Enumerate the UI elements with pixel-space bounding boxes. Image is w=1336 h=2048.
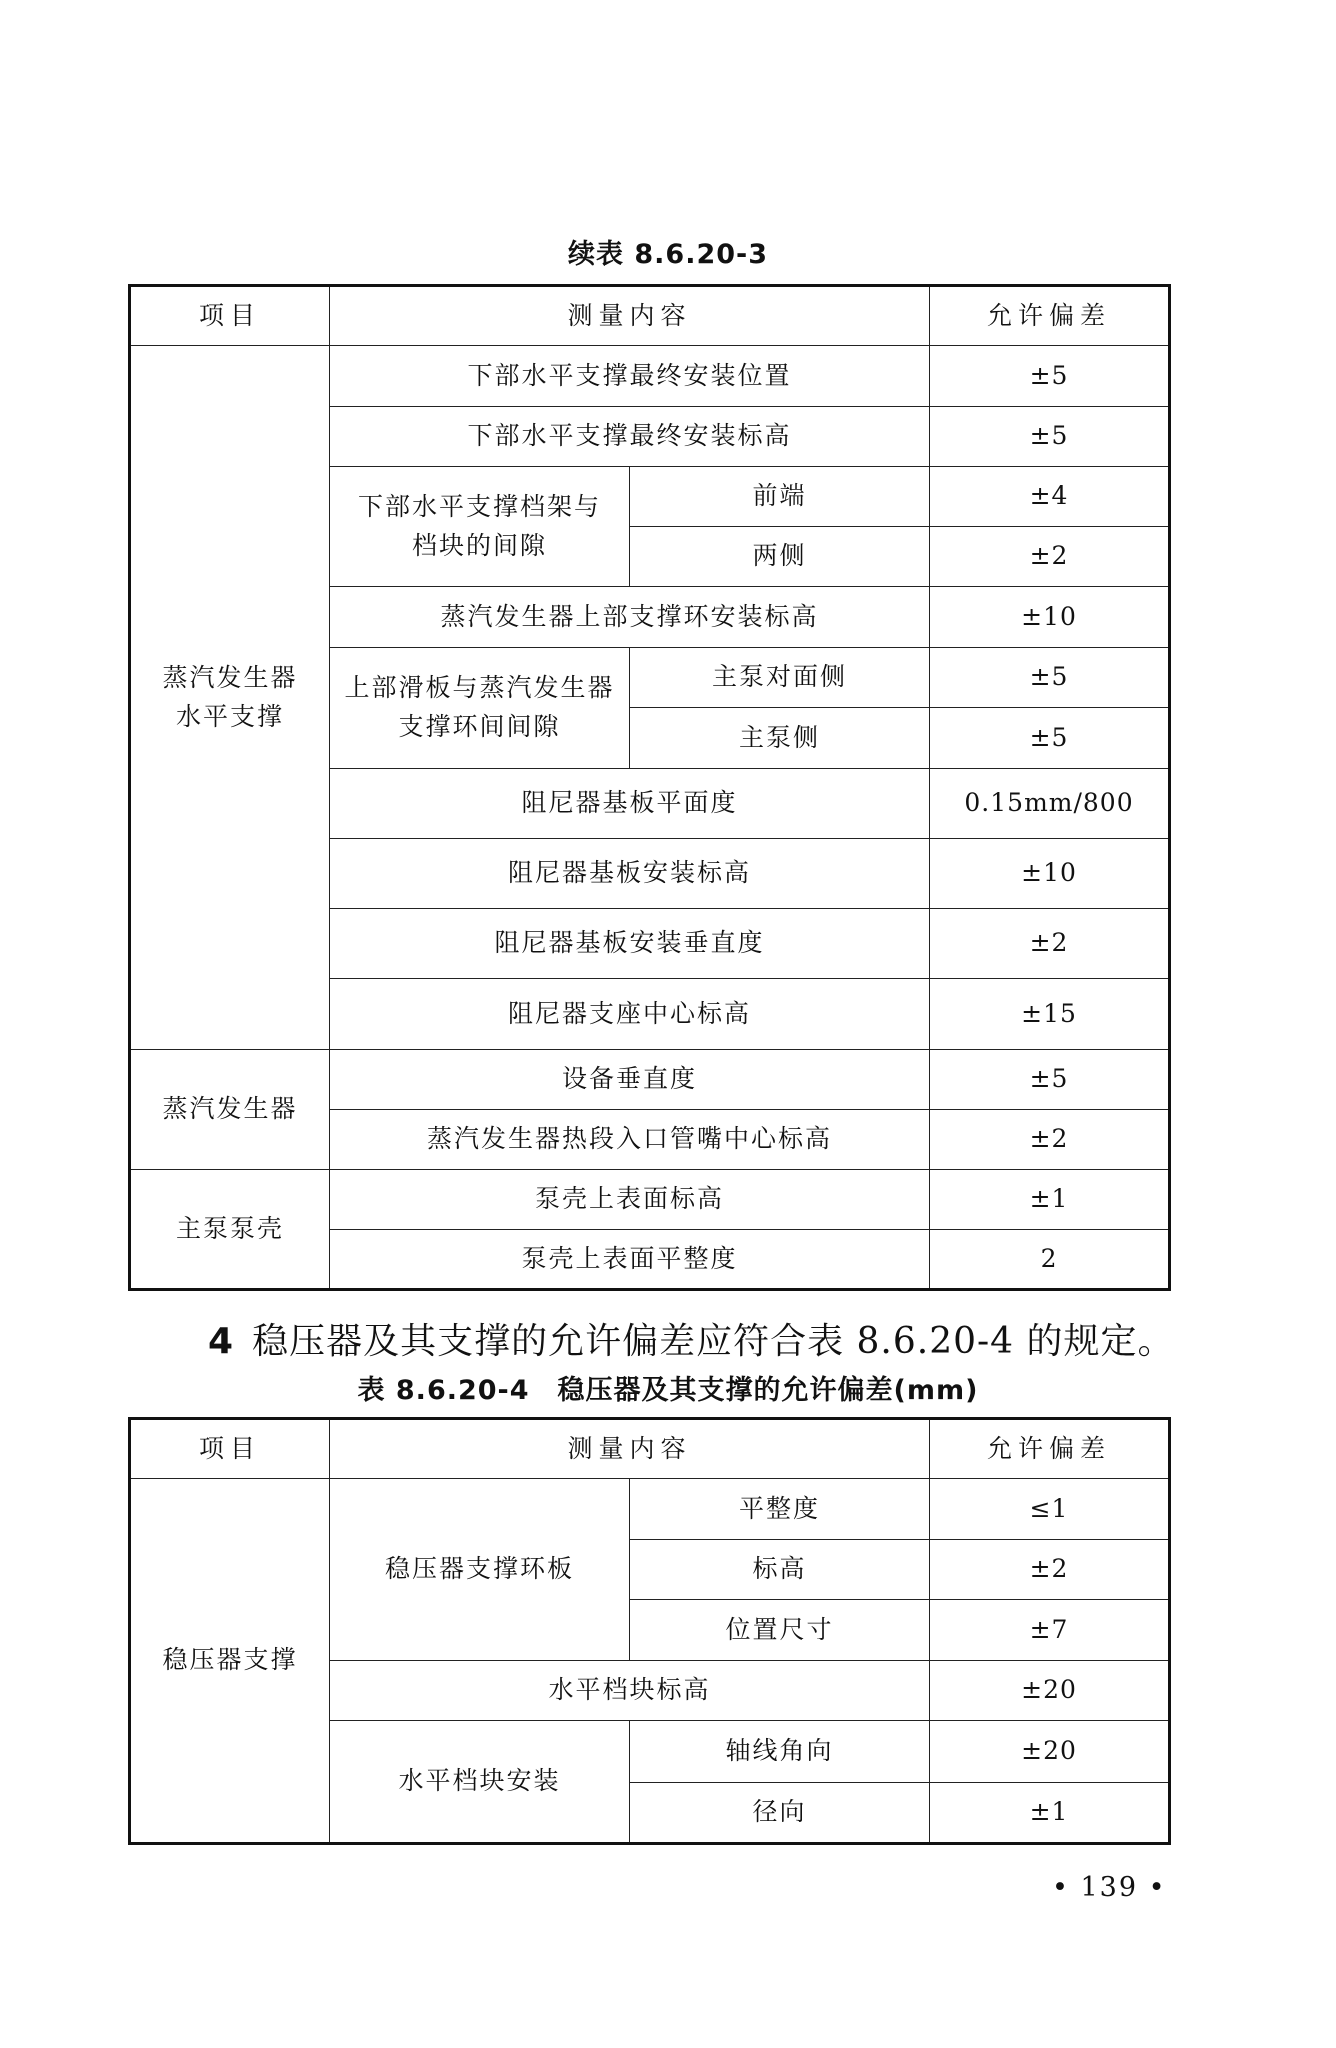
content-cell: 阻尼器支座中心标高 [330, 979, 930, 1050]
tolerance-cell: ±5 [930, 648, 1170, 708]
table2-caption: 表 8.6.20-4 稳压器及其支撑的允许偏差(mm) [357, 1375, 979, 1406]
tolerance-cell: ±2 [930, 527, 1170, 587]
table2-pressurizer-support [128, 1417, 1171, 1845]
header-item: 项目 [130, 1419, 330, 1479]
tolerance-cell: ±5 [930, 346, 1170, 407]
content-cell: 泵壳上表面平整度 [330, 1230, 930, 1290]
content-cell: 两侧 [630, 527, 930, 587]
tolerance-cell: 2 [930, 1230, 1170, 1290]
tolerance-cell: ±4 [930, 467, 1170, 527]
content-cell: 阻尼器基板安装标高 [330, 839, 930, 909]
table-row [130, 1170, 1170, 1230]
content-cell: 轴线角向 [630, 1721, 930, 1783]
content-cell: 设备垂直度 [330, 1050, 930, 1110]
header-tolerance: 允许偏差 [930, 286, 1170, 346]
content-cell: 平整度 [630, 1479, 930, 1540]
tolerance-cell: ±15 [930, 979, 1170, 1050]
tolerance-cell: ±7 [930, 1600, 1170, 1661]
content-cell: 水平档块标高 [330, 1661, 930, 1721]
content-cell: 下部水平支撑最终安装标高 [330, 407, 930, 467]
group-steam-generator: 蒸汽发生器 [130, 1050, 330, 1170]
paragraph-text: 稳压器及其支撑的允许偏差应符合表 8.6.20-4 的规定。 [252, 1321, 1175, 1362]
sub-item-cell: 下部水平支撑档架与档块的间隙 [330, 467, 630, 587]
tolerance-cell: ±1 [930, 1170, 1170, 1230]
content-cell: 主泵侧 [630, 708, 930, 769]
table1-caption: 续表 8.6.20-3 [567, 239, 769, 270]
group-sg-horizontal-support: 蒸汽发生器水平支撑 [130, 346, 330, 1050]
content-cell: 前端 [630, 467, 930, 527]
tolerance-cell: ±20 [930, 1721, 1170, 1783]
content-cell: 蒸汽发生器上部支撑环安装标高 [330, 587, 930, 648]
content-cell: 位置尺寸 [630, 1600, 930, 1661]
sub-item-cell: 上部滑板与蒸汽发生器支撑环间间隙 [330, 648, 630, 769]
content-cell: 阻尼器基板平面度 [330, 769, 930, 839]
group-main-pump-casing: 主泵泵壳 [130, 1170, 330, 1290]
content-cell: 阻尼器基板安装垂直度 [330, 909, 930, 979]
table2-header-row [130, 1419, 1170, 1479]
table-row [130, 1050, 1170, 1110]
paragraph-item-4 [208, 1313, 1175, 1364]
table1-continued [128, 284, 1171, 1291]
tolerance-cell: ≤1 [930, 1479, 1170, 1540]
tolerance-cell: ±2 [930, 1540, 1170, 1600]
content-cell: 主泵对面侧 [630, 648, 930, 708]
tolerance-cell: 0.15mm/800 [930, 769, 1170, 839]
header-tolerance: 允许偏差 [930, 1419, 1170, 1479]
tolerance-cell: ±2 [930, 1110, 1170, 1170]
header-item: 项目 [130, 286, 330, 346]
tolerance-cell: ±1 [930, 1783, 1170, 1844]
tolerance-cell: ±10 [930, 839, 1170, 909]
tolerance-cell: ±20 [930, 1661, 1170, 1721]
content-cell: 蒸汽发生器热段入口管嘴中心标高 [330, 1110, 930, 1170]
content-cell: 径向 [630, 1783, 930, 1844]
tolerance-cell: ±10 [930, 587, 1170, 648]
paragraph-number: 4 [208, 1321, 235, 1362]
group-pressurizer-support: 稳压器支撑 [130, 1479, 330, 1844]
content-cell: 标高 [630, 1540, 930, 1600]
header-content: 测量内容 [330, 1419, 930, 1479]
tolerance-cell: ±5 [930, 708, 1170, 769]
content-cell: 下部水平支撑最终安装位置 [330, 346, 930, 407]
tolerance-cell: ±5 [930, 407, 1170, 467]
table-row [130, 346, 1170, 407]
table-row [130, 1479, 1170, 1540]
page-number: • 139 • [1052, 1872, 1167, 1903]
sub-item-cell: 稳压器支撑环板 [330, 1479, 630, 1661]
tolerance-cell: ±5 [930, 1050, 1170, 1110]
header-content: 测量内容 [330, 286, 930, 346]
content-cell: 泵壳上表面标高 [330, 1170, 930, 1230]
table1-header-row [130, 286, 1170, 346]
tolerance-cell: ±2 [930, 909, 1170, 979]
sub-item-cell: 水平档块安装 [330, 1721, 630, 1844]
